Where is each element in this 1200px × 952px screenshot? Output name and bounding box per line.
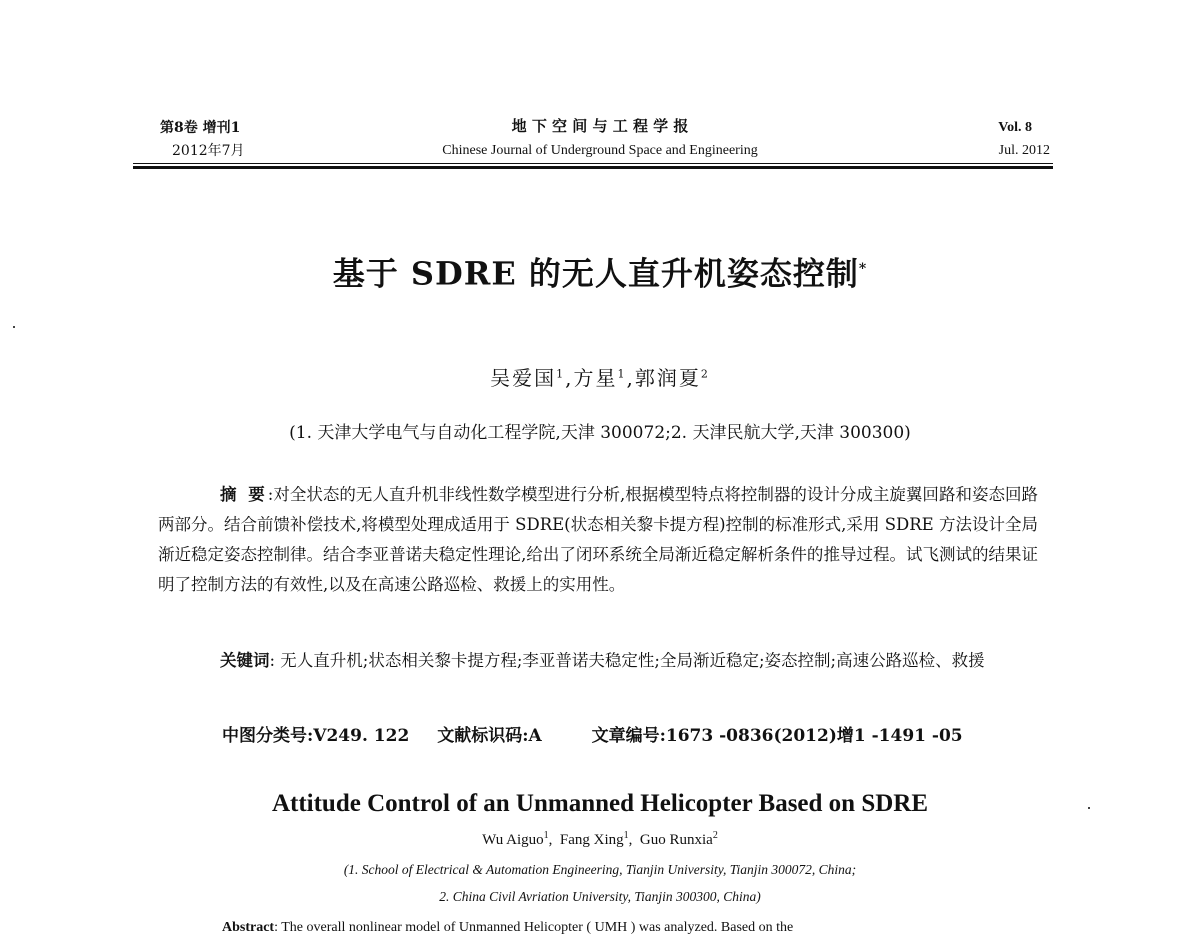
header-volume-en: Vol. 8: [998, 120, 1032, 135]
affiliations-en-line2: 2. China Civil Avriation University, Tianjin 300300, China): [439, 889, 761, 904]
author-name-en: Fang Xing: [559, 832, 624, 848]
authors-en: Wu Aiguo$^1$, Fang Xing$^1$, Guo Runxia$^2$: [482, 830, 718, 848]
keywords-cn-text: : 无人直升机;状态相关黎卡提方程;李亚普诺夫稳定性;全局渐近稳定;姿态控制;高速公路巡检、救援: [269, 651, 985, 670]
header-journal-en: Chinese Journal of Underground Space and Engineering: [442, 143, 758, 158]
author-affil-en: 1: [623, 830, 629, 841]
paper-title: [0, 247, 1200, 296]
clc-number: 中图分类号:V249. 122: [222, 726, 410, 746]
author-affil: 2: [700, 367, 710, 381]
scan-speck: [1088, 807, 1090, 809]
author-affil-en: 1: [543, 830, 549, 841]
author-affil: 1: [556, 367, 566, 381]
document-code: 文献标识码:A: [437, 726, 542, 746]
classification-line: [222, 721, 963, 746]
abstract-en-label: Abstract: [222, 920, 275, 935]
header-rule-thick: [133, 166, 1053, 169]
author-name: 郭润夏: [634, 366, 701, 390]
header-date-cn: 2012年7月: [172, 143, 245, 159]
author-name-en: Wu Aiguo: [482, 832, 544, 848]
abstract-en-text: : The overall nonlinear model of Unmanned Helicopter ( UMH ) was analyzed. Based on the: [274, 920, 794, 935]
header-journal-cn: 地 下 空 间 与 工 程 学 报: [511, 117, 689, 135]
keywords-cn: [158, 646, 1038, 676]
header-rule-thin: [133, 163, 1053, 164]
author-affil: 1: [617, 367, 627, 381]
affiliations-en-line1: (1. School of Electrical & Automation Engineering, Tianjin University, Tianjin 300072, China;: [343, 862, 857, 877]
keywords-cn-label: 关键词: [220, 651, 270, 670]
affiliations-cn: (1. 天津大学电气与自动化工程学院,天津 300072;2. 天津民航大学,天津 300300): [289, 423, 911, 443]
paper-title-text: 基于 SDRE 的无人直升机姿态控制: [332, 254, 859, 293]
paper-title-en: Attitude Control of an Unmanned Helicopter Based on SDRE: [271, 790, 929, 817]
header-volume-cn: 第8卷 增刊1: [160, 120, 241, 136]
header-date-en: Jul. 2012: [998, 143, 1050, 158]
authors-cn: 吴爱国$^1$,方星$^1$,郭润夏$^2$: [490, 366, 710, 390]
title-footnote-mark: *: [858, 261, 868, 277]
abstract-cn: [158, 480, 1038, 600]
abstract-cn-text: :对全状态的无人直升机非线性数学模型进行分析,根据模型特点将控制器的设计分成主旋翼回路和姿态回路两部分。结合前馈补偿技术,将模型处理成适用于 SDRE(状态相关黎卡提方程)控制的标准形式,采用 SDRE 方法设计全局渐近稳定姿态控制律。结合李亚普诺夫稳定性理论,给出了闭环系统全局渐近稳定解析条件的推导过程。试飞测试的结果证明了控制方法的有效性,以及在高速公路巡检、救援上的实用性。: [158, 485, 1038, 594]
author-affil-en: 2: [712, 830, 718, 841]
abstract-en: [222, 920, 1042, 936]
scan-speck: [13, 326, 15, 328]
author-name: 吴爱国: [490, 366, 557, 390]
article-number: 文章编号:1673 -0836(2012)增1 -1491 -05: [591, 726, 963, 746]
abstract-cn-label: 摘 要: [220, 485, 268, 504]
author-name: 方星: [573, 366, 618, 390]
author-name-en: Guo Runxia: [639, 832, 713, 848]
